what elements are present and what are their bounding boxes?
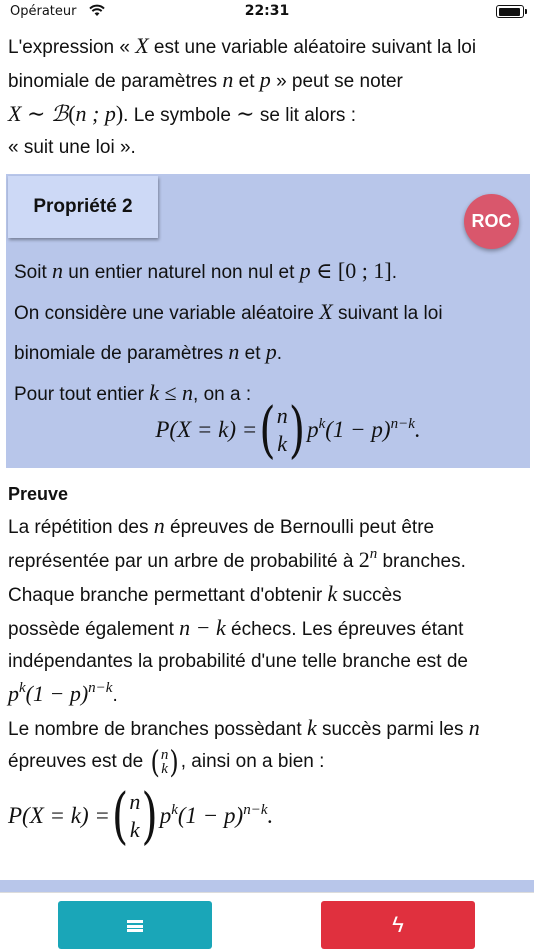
property-title: Propriété 2 — [33, 196, 133, 217]
carrier-label: Opérateur — [10, 4, 77, 19]
property-title-tab — [8, 176, 158, 238]
proof-text: La répétition des n épreuves de Bernoulli peut être représentée par un arbre de probabilité à 2$^n$ branches. Chaque branche permettant d'obtenir k succès possède également n − k échecs. Les épreuves étant indépendantes la probabilité d'une telle branche est de $p^k(1 - p)^{n-k}$. Le nombre de branches possèdant k succès parmi les n épreuves est de ( n k ) , ainsi on a bien : — [8, 513, 480, 781]
inline-binomial: ( n k ) — [150, 743, 179, 781]
roc-badge[interactable]: ROC — [464, 194, 519, 249]
battery-icon — [496, 5, 524, 18]
binomial-coefficient: ( n k ) — [259, 393, 306, 465]
proof-formula: P(X = k) = ( n k ) $p^k(1 - p)^{n-k}$. — [8, 779, 274, 851]
binomial-coefficient: ( n k ) — [111, 779, 158, 851]
flash-button[interactable] — [321, 901, 475, 949]
intro-paragraph: L'expression « X est une variable aléatoire suivant la loi binomiale de paramètres n et p » peut se noter X ∼ ℬ(n ; p). Le symbole ∼ se lit alors : « suit une loi ». — [8, 33, 477, 158]
status-bar — [0, 0, 534, 22]
property-statement: Soit n un entier naturel non nul et p ∈ [0 ; 1]. On considère une variable aléatoire X suivant la loi binomiale de paramètres n et p. Pour tout entier k ≤ n, on a : — [14, 258, 443, 405]
menu-icon — [127, 920, 143, 932]
menu-button[interactable] — [58, 901, 212, 949]
next-section-edge — [0, 880, 534, 892]
lesson-content[interactable] — [0, 22, 534, 880]
property-box — [6, 174, 530, 468]
property-formula: P(X = k) = ( n k ) $p^k(1 - p)^{n-k}$. — [155, 393, 421, 465]
clock: 22:31 — [244, 3, 290, 19]
bottom-toolbar — [0, 892, 534, 950]
lightning-icon: ϟ — [392, 912, 404, 937]
proof-heading: Preuve — [8, 484, 69, 504]
